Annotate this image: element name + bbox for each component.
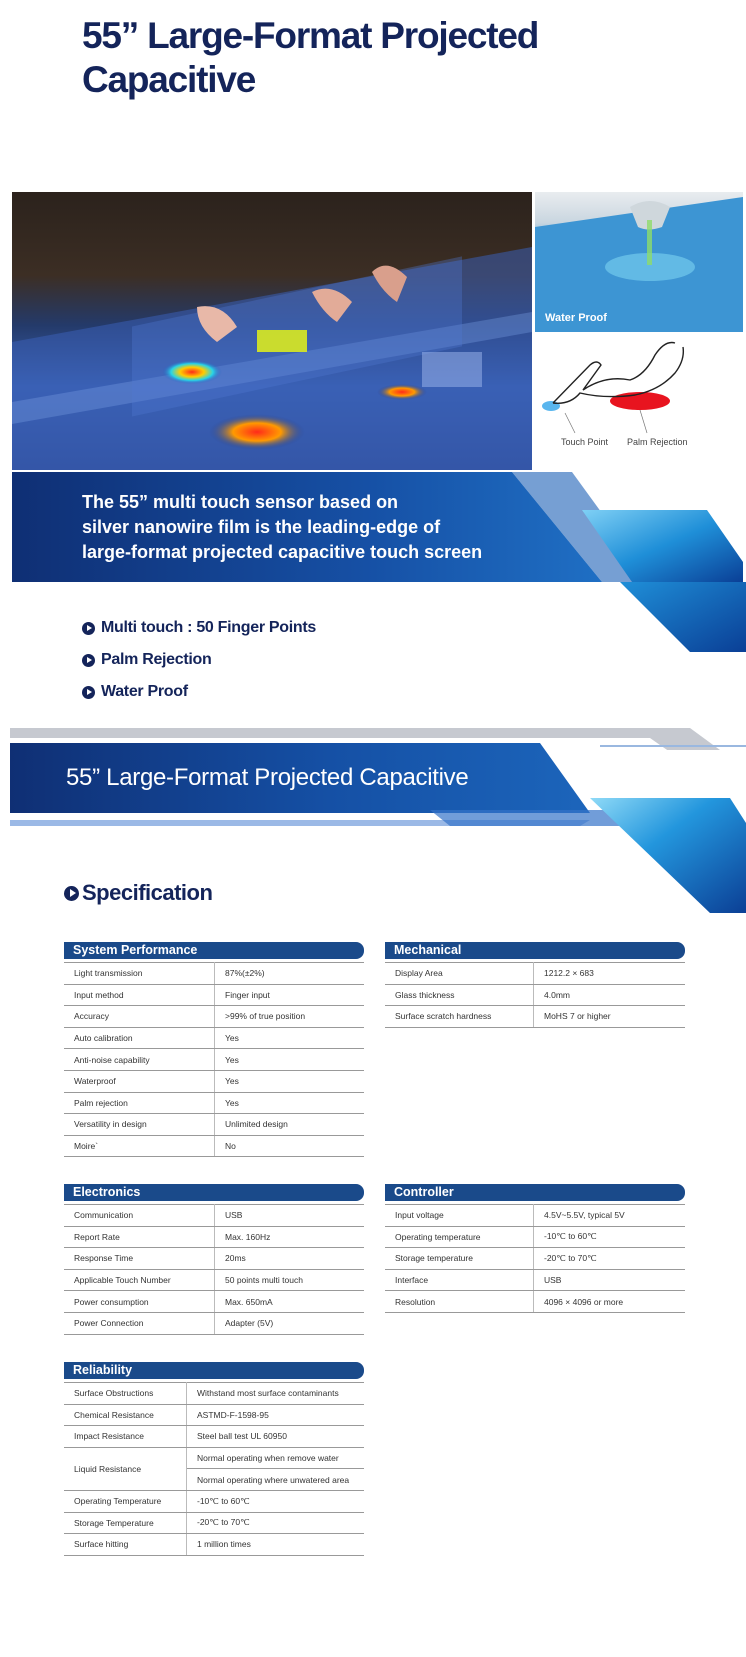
spec-value: Withstand most surface contaminants: [187, 1383, 365, 1405]
spec-key: Response Time: [64, 1248, 215, 1270]
water-proof-photo: [535, 192, 743, 332]
table-row: [64, 1312, 364, 1334]
spec-value: USB: [534, 1269, 686, 1291]
spec-value: MoHS 7 or higher: [534, 1006, 686, 1028]
table-row: [385, 963, 685, 985]
feature-label: Palm Rejection: [101, 651, 212, 668]
section-banner-title: 55” Large-Format Projected Capacitive: [66, 764, 469, 791]
arrow-bullet-icon: [82, 686, 95, 699]
feature-item: [82, 676, 316, 708]
spec-value: Yes: [215, 1092, 365, 1114]
arrow-bullet-icon: [64, 886, 79, 901]
spec-value: USB: [215, 1205, 365, 1227]
hero-banner-text: The 55” multi touch sensor based on silver nanowire film is the leading-edge of large-format projected capacitive touch screen: [82, 492, 483, 562]
banner-decoration: [590, 582, 746, 654]
spec-value: 4.0mm: [534, 984, 686, 1006]
spec-value: No: [215, 1135, 365, 1157]
spec-key: Liquid Resistance: [64, 1447, 187, 1490]
reliability-table: [64, 1362, 364, 1556]
spec-key: Surface Obstructions: [64, 1383, 187, 1405]
spec-key: Report Rate: [64, 1226, 215, 1248]
spec-key: Operating Temperature: [64, 1490, 187, 1512]
spec-value: -20℃ to 70℃: [187, 1512, 365, 1534]
system-performance-table: [64, 942, 364, 1157]
specification-title: Specification: [82, 880, 213, 905]
spec-value: Yes: [215, 1027, 365, 1049]
spec-key: Palm rejection: [64, 1092, 215, 1114]
spec-key: Waterproof: [64, 1070, 215, 1092]
feature-item: [82, 644, 316, 676]
spec-value: 1 million times: [187, 1534, 365, 1556]
spec-key: Communication: [64, 1205, 215, 1227]
palm-rejection-label: Palm Rejection: [627, 437, 688, 447]
spec-value: Normal operating when remove water: [187, 1447, 365, 1469]
touch-point-diagram: [535, 335, 743, 470]
spec-key: Power consumption: [64, 1291, 215, 1313]
feature-item: [82, 612, 316, 644]
arrow-bullet-icon: [82, 654, 95, 667]
spec-value: 20ms: [215, 1248, 365, 1270]
spec-table: [385, 962, 685, 1028]
spec-key: Surface hitting: [64, 1534, 187, 1556]
spec-key: Versatility in design: [64, 1114, 215, 1136]
touch-point-marker: [542, 401, 560, 411]
table-row: [64, 1490, 364, 1512]
spec-value: 1212.2 × 683: [534, 963, 686, 985]
spec-key: Interface: [385, 1269, 534, 1291]
spec-value: Max. 650mA: [215, 1291, 365, 1313]
spec-value: Steel ball test UL 60950: [187, 1426, 365, 1448]
table-row: [385, 984, 685, 1006]
table-row: [385, 1291, 685, 1313]
page-title: 55” Large-Format Projected Capacitive: [82, 15, 539, 100]
table-header: Electronics: [64, 1184, 364, 1201]
spec-value: ASTMD-F-1598-95: [187, 1404, 365, 1426]
spec-value: Normal operating where unwatered area: [187, 1469, 365, 1491]
spec-key: Light transmission: [64, 963, 215, 985]
feature-label: Water Proof: [101, 683, 188, 700]
spec-value: 4.5V~5.5V, typical 5V: [534, 1205, 686, 1227]
spec-key: Input voltage: [385, 1205, 534, 1227]
table-row: [385, 1205, 685, 1227]
table-row: [385, 1006, 685, 1028]
spec-value: -10℃ to 60℃: [187, 1490, 365, 1512]
spec-value: 50 points multi touch: [215, 1269, 365, 1291]
spec-key: Moire`: [64, 1135, 215, 1157]
spec-key: Chemical Resistance: [64, 1404, 187, 1426]
spec-key: Surface scratch hardness: [385, 1006, 534, 1028]
hero-photo: [12, 192, 532, 470]
spec-key: Input method: [64, 984, 215, 1006]
table-row: [64, 1426, 364, 1448]
table-row: [64, 1248, 364, 1270]
table-row: [64, 1114, 364, 1136]
table-row: [64, 1092, 364, 1114]
mechanical-table: [385, 942, 685, 1028]
spec-key: Accuracy: [64, 1006, 215, 1028]
table-row: [64, 1027, 364, 1049]
spec-key: Auto calibration: [64, 1027, 215, 1049]
table-row: [64, 1006, 364, 1028]
table-row: [64, 1205, 364, 1227]
touch-point-label: Touch Point: [561, 437, 609, 447]
spec-table: [64, 1382, 364, 1556]
spec-key: Power Connection: [64, 1312, 215, 1334]
spec-table: [64, 962, 364, 1157]
spec-value: Yes: [215, 1070, 365, 1092]
spec-key: Impact Resistance: [64, 1426, 187, 1448]
spec-value: -20℃ to 70℃: [534, 1248, 686, 1270]
table-row: [385, 1248, 685, 1270]
electronics-table: [64, 1184, 364, 1335]
table-row: [64, 1383, 364, 1405]
spec-key: Storage Temperature: [64, 1512, 187, 1534]
feature-list: [82, 612, 316, 708]
table-row: [64, 1291, 364, 1313]
spec-value: 87%(±2%): [215, 963, 365, 985]
spec-value: >99% of true position: [215, 1006, 365, 1028]
table-header: System Performance: [64, 942, 364, 959]
section-banner: [10, 728, 746, 948]
spec-value: 4096 × 4096 or more: [534, 1291, 686, 1313]
spec-value: Finger input: [215, 984, 365, 1006]
spec-value: Yes: [215, 1049, 365, 1071]
spec-key: Display Area: [385, 963, 534, 985]
spec-value: Max. 160Hz: [215, 1226, 365, 1248]
table-row: [64, 1512, 364, 1534]
spec-value: Adapter (5V): [215, 1312, 365, 1334]
table-row: [64, 1534, 364, 1556]
table-row: [385, 1226, 685, 1248]
table-row: [64, 984, 364, 1006]
table-row: [64, 1447, 364, 1469]
spec-key: Anti-noise capability: [64, 1049, 215, 1071]
spec-value: Unlimited design: [215, 1114, 365, 1136]
table-row: [64, 1049, 364, 1071]
spec-key: Resolution: [385, 1291, 534, 1313]
spec-key: Operating temperature: [385, 1226, 534, 1248]
feature-label: Multi touch : 50 Finger Points: [101, 619, 317, 636]
table-header: Mechanical: [385, 942, 685, 959]
spec-key: Glass thickness: [385, 984, 534, 1006]
table-header: Reliability: [64, 1362, 364, 1379]
spec-key: Storage temperature: [385, 1248, 534, 1270]
specification-heading: [64, 880, 212, 906]
controller-table: [385, 1184, 685, 1313]
spec-table: [64, 1204, 364, 1335]
spec-table: [385, 1204, 685, 1313]
table-row: [64, 1070, 364, 1092]
spec-key: Applicable Touch Number: [64, 1269, 215, 1291]
table-row: [64, 1135, 364, 1157]
palm-rejection-marker: [610, 392, 670, 410]
table-row: [64, 1404, 364, 1426]
spec-value: -10℃ to 60℃: [534, 1226, 686, 1248]
table-row: [64, 1226, 364, 1248]
hero-banner: [12, 472, 743, 582]
water-proof-label: Water Proof: [545, 312, 607, 324]
table-row: [385, 1269, 685, 1291]
table-row: [64, 963, 364, 985]
table-row: [64, 1269, 364, 1291]
arrow-bullet-icon: [82, 622, 95, 635]
table-header: Controller: [385, 1184, 685, 1201]
